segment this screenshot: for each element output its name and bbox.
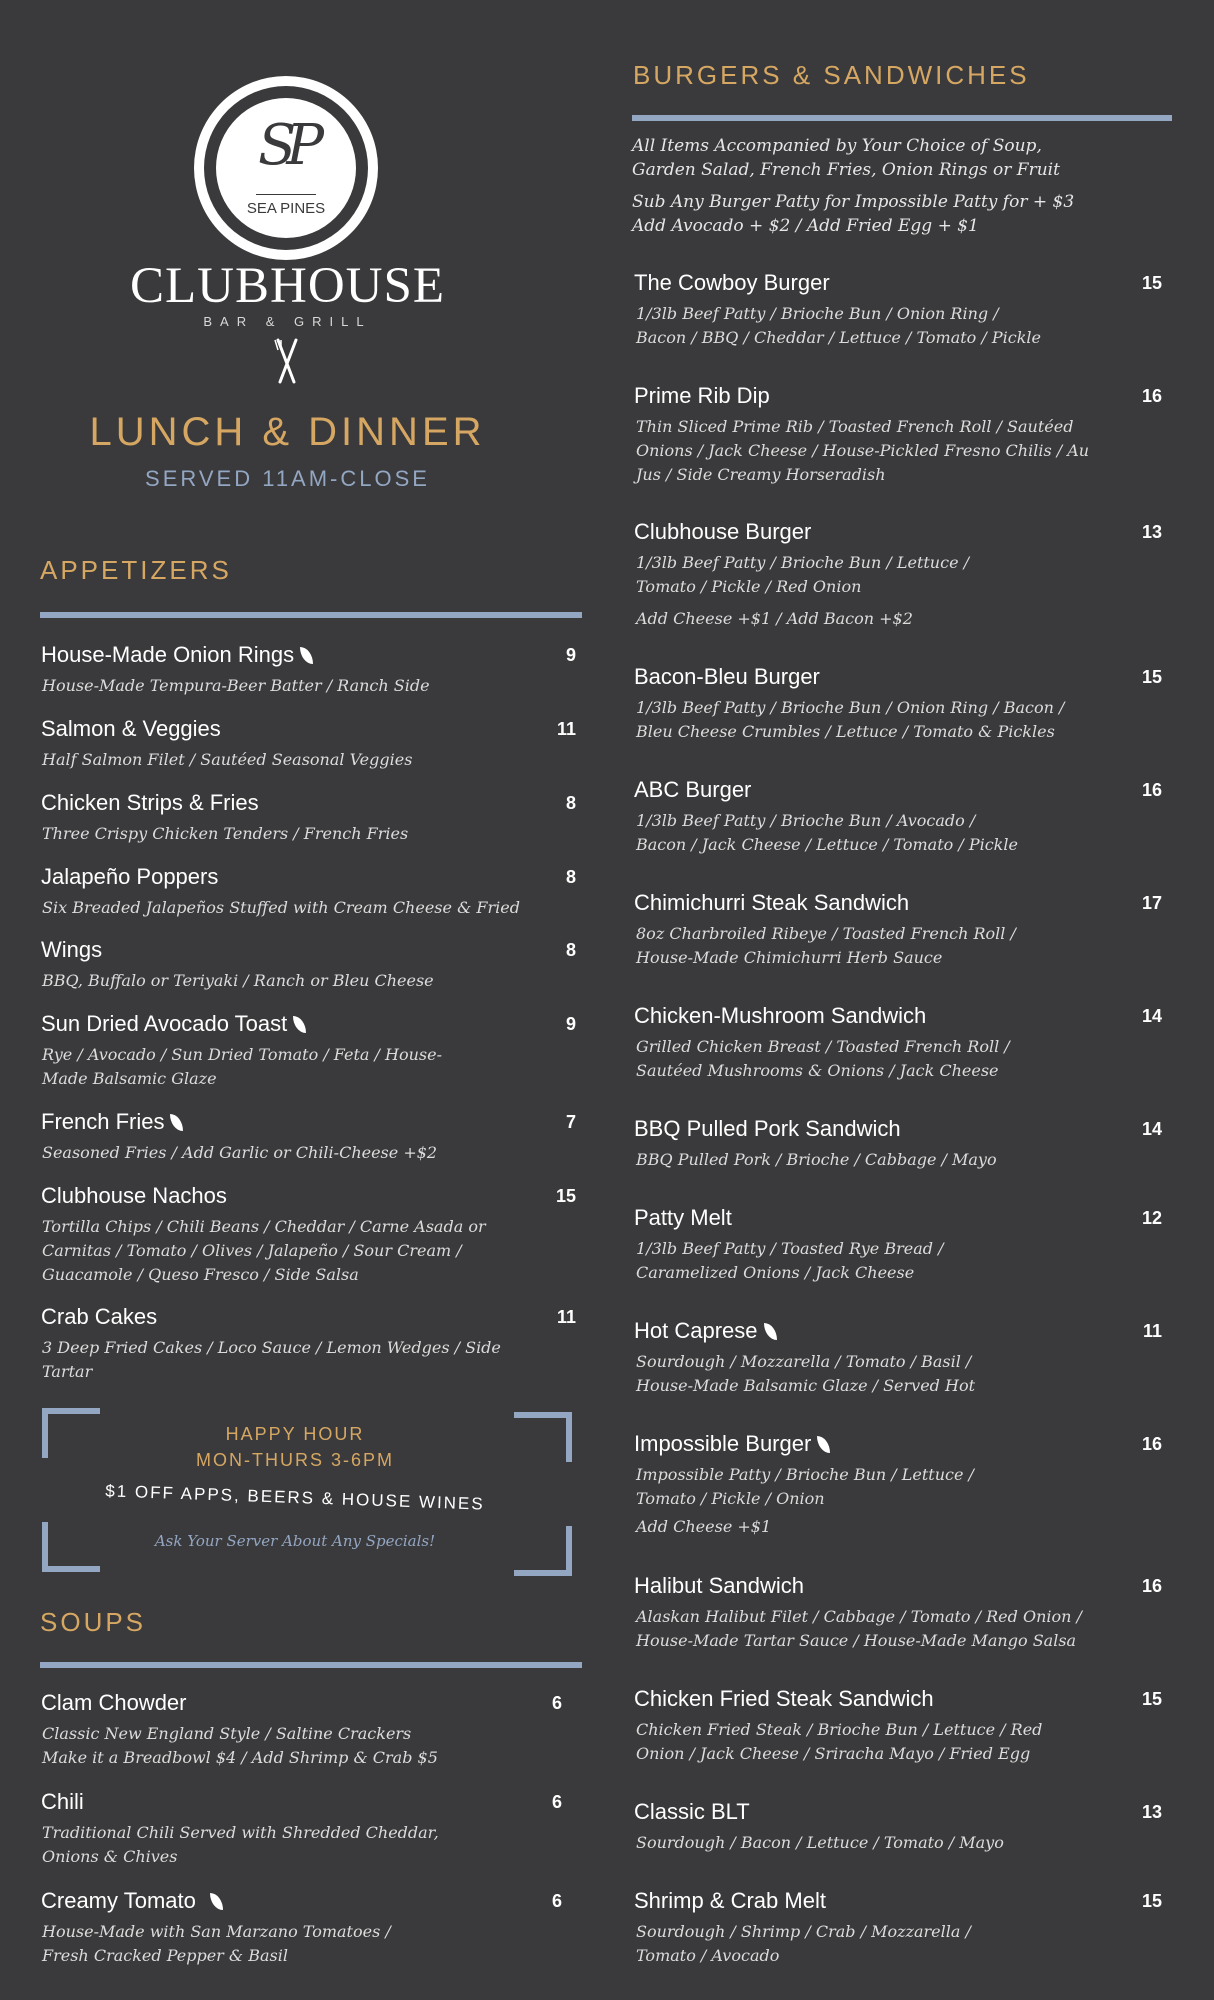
menu-item-price: 14	[1141, 1006, 1162, 1026]
menu-item-desc: Classic New England Style / Saltine Crackers Make it a Breadbowl $4 / Add Shrimp & Crab $5	[42, 1724, 438, 1767]
menu-item-name: Sun Dried Avocado Toast	[41, 1011, 306, 1037]
menu-item-desc: 1/3lb Beef Patty / Brioche Bun / Onion Ring / Bacon / Bleu Cheese Crumbles / Lettuce / Tomato & Pickles	[636, 698, 1065, 741]
happy-hour-times: MON-THURS 3-6PM	[195, 1450, 394, 1470]
menu-item-price: 9	[565, 645, 576, 665]
menu-item-desc: Three Crispy Chicken Tenders / French Fries	[42, 824, 409, 843]
menu-item-price: 16	[1141, 1434, 1162, 1454]
soups-title: SOUPS	[40, 1607, 147, 1637]
menu-item-name: Hot Caprese	[634, 1318, 777, 1344]
menu-item-price: 6	[551, 1891, 562, 1911]
menu-item-name: Chimichurri Steak Sandwich	[634, 890, 910, 915]
menu-item-desc: Thin Sliced Prime Rib / Toasted French Roll / Sautéed Onions / Jack Cheese / House-Pickled Fresno Chilis / Au Jus / Side Creamy Horseradish	[636, 417, 1090, 484]
brand-name: CLUBHOUSE	[129, 258, 446, 314]
menu-item-price: 8	[565, 867, 576, 887]
menu-item-price: 15	[1141, 1891, 1162, 1911]
menu-item-extra: Add Cheese +$1 / Add Bacon +$2	[636, 609, 913, 628]
menu-item-name: Salmon & Veggies	[41, 716, 221, 741]
menu-item-name: French Fries	[41, 1109, 183, 1135]
menu-item-desc: Sourdough / Bacon / Lettuce / Tomato / Mayo	[636, 1833, 1004, 1852]
menu-item-price: 6	[551, 1792, 562, 1812]
menu-item-desc: BBQ Pulled Pork / Brioche / Cabbage / Mayo	[636, 1150, 997, 1169]
menu-item-price: 11	[556, 719, 576, 739]
menu-item-price: 17	[1141, 893, 1162, 913]
menu-item-price: 8	[565, 940, 576, 960]
menu-item-desc: Chicken Fried Steak / Brioche Bun / Lettuce / Red Onion / Jack Cheese / Sriracha Mayo / Fried Egg	[636, 1720, 1043, 1763]
menu-item-price: 16	[1141, 386, 1162, 406]
menu-item-price: 11	[1142, 1321, 1162, 1341]
menu-item-price: 8	[565, 793, 576, 813]
menu-item-desc: Sourdough / Shrimp / Crab / Mozzarella / Tomato / Avocado	[636, 1922, 971, 1965]
menu-item-desc: Traditional Chili Served with Shredded Cheddar, Onions & Chives	[42, 1823, 439, 1866]
menu-item-name: Bacon-Bleu Burger	[634, 664, 820, 689]
menu-item-price: 12	[1141, 1208, 1162, 1228]
frame-corner	[514, 1526, 572, 1576]
menu-item-desc: Rye / Avocado / Sun Dried Tomato / Feta / House- Made Balsamic Glaze	[42, 1045, 442, 1088]
menu-item-price: 14	[1141, 1119, 1162, 1139]
menu-item-name: Chicken-Mushroom Sandwich	[634, 1003, 927, 1028]
menu-item-name: Clam Chowder	[41, 1690, 187, 1715]
happy-hour-deal: $1 OFF APPS, BEERS & HOUSE WINES	[105, 1481, 485, 1514]
menu-item-price: 15	[1141, 273, 1162, 293]
menu-item-extra: Add Cheese +$1	[636, 1517, 772, 1536]
menu-item-name: Halibut Sandwich	[634, 1573, 804, 1598]
menu-item-price: 13	[1141, 522, 1162, 542]
menu-item-price: 11	[556, 1307, 576, 1327]
menu-item-price: 16	[1141, 1576, 1162, 1596]
menu-item-name: Shrimp & Crab Melt	[634, 1888, 826, 1913]
menu-item-desc: Half Salmon Filet / Sautéed Seasonal Veggies	[42, 750, 413, 769]
menu-item-price: 6	[551, 1693, 562, 1713]
menu-item-desc: 8oz Charbroiled Ribeye / Toasted French Roll / House-Made Chimichurri Herb Sauce	[636, 924, 1016, 967]
menu-item-desc: 1/3lb Beef Patty / Brioche Bun / Lettuce / Tomato / Pickle / Red Onion	[636, 553, 970, 596]
appetizers-rule	[40, 612, 582, 618]
menu-item-desc: Grilled Chicken Breast / Toasted French Roll / Sautéed Mushrooms & Onions / Jack Cheese	[636, 1037, 1010, 1080]
menu-item-desc: 3 Deep Fried Cakes / Loco Sauce / Lemon Wedges / Side Tartar	[42, 1338, 501, 1381]
vegetarian-leaf-icon	[170, 1114, 183, 1131]
menu-item-name: Classic BLT	[634, 1799, 750, 1824]
happy-hour-title: HAPPY HOUR	[225, 1424, 365, 1444]
menu-item-name: Chili	[41, 1789, 84, 1814]
burgers-note-sides: All Items Accompanied by Your Choice of Soup, Garden Salad, French Fries, Onion Rings or Fruit	[632, 136, 1060, 180]
menu-item-name: Chicken Strips & Fries	[41, 790, 259, 815]
sea-pines-logo	[194, 76, 378, 260]
menu-item-desc: 1/3lb Beef Patty / Brioche Bun / Onion Ring / Bacon / BBQ / Cheddar / Lettuce / Tomato / Pickle	[636, 304, 1041, 347]
menu-item-price: 15	[555, 1186, 576, 1206]
vegetarian-leaf-icon	[300, 647, 313, 664]
menu-item-price: 9	[565, 1014, 576, 1034]
menu-item-desc: Sourdough / Mozzarella / Tomato / Basil / House-Made Balsamic Glaze / Served Hot	[636, 1352, 976, 1395]
logo-sub: SEA PINES	[246, 200, 326, 217]
menu-item-desc: Seasoned Fries / Add Garlic or Chili-Cheese +$2	[42, 1143, 438, 1162]
menu-item-price: 15	[1141, 667, 1162, 687]
soups-rule	[40, 1662, 582, 1668]
vegetarian-leaf-icon	[764, 1323, 777, 1340]
menu-item-desc: BBQ, Buffalo or Teriyaki / Ranch or Bleu Cheese	[42, 971, 434, 990]
burgers-rule	[632, 115, 1172, 121]
menu-item-name: Creamy Tomato	[41, 1888, 223, 1914]
menu-item-price: 15	[1141, 1689, 1162, 1709]
menu-item-name: BBQ Pulled Pork Sandwich	[634, 1116, 901, 1141]
menu-item-name: Impossible Burger	[634, 1431, 830, 1457]
menu-item-desc: House-Made with San Marzano Tomatoes / Fresh Cracked Pepper & Basil	[42, 1922, 391, 1965]
logo-monogram: SP	[257, 113, 315, 178]
brand-tagline: BAR & GRILL	[203, 314, 372, 329]
appetizers-title: APPETIZERS	[40, 555, 232, 585]
menu-item-desc: Alaskan Halibut Filet / Cabbage / Tomato / Red Onion / House-Made Tartar Sauce / House-Made Mango Salsa	[636, 1607, 1082, 1650]
menu-item-name: Prime Rib Dip	[634, 383, 770, 408]
menu-item-name: Chicken Fried Steak Sandwich	[634, 1686, 934, 1711]
menu-item-desc: House-Made Tempura-Beer Batter / Ranch Side	[42, 676, 430, 695]
menu-item-price: 7	[565, 1112, 576, 1132]
menu-item-desc: Six Breaded Jalapeños Stuffed with Cream Cheese & Fried	[42, 898, 520, 917]
menu-title: LUNCH & DINNER	[89, 410, 486, 454]
menu-item-name: The Cowboy Burger	[634, 270, 830, 295]
menu-item-desc: Impossible Patty / Brioche Bun / Lettuce / Tomato / Pickle / Onion	[636, 1465, 974, 1508]
vegetarian-leaf-icon	[817, 1436, 830, 1453]
menu-item-desc: 1/3lb Beef Patty / Brioche Bun / Avocado / Bacon / Jack Cheese / Lettuce / Tomato / Pickle	[636, 811, 1018, 854]
frame-corner	[514, 1412, 572, 1462]
menu-item-desc: Tortilla Chips / Chili Beans / Cheddar / Carne Asada or Carnitas / Tomato / Olives / Jalapeño / Sour Cream / Guacamole / Queso Fresco / Side Salsa	[42, 1217, 486, 1284]
vegetarian-leaf-icon	[210, 1893, 223, 1910]
vegetarian-leaf-icon	[293, 1016, 306, 1033]
burgers-note-addons: Sub Any Burger Patty for Impossible Patty for + $3 Add Avocado + $2 / Add Fried Egg + $1	[632, 192, 1075, 236]
burgers-title: BURGERS & SANDWICHES	[633, 60, 1030, 90]
menu-item-name: Jalapeño Poppers	[41, 864, 219, 889]
menu-item-name: Crab Cakes	[41, 1304, 158, 1329]
menu-item-desc: 1/3lb Beef Patty / Toasted Rye Bread / Caramelized Onions / Jack Cheese	[636, 1239, 944, 1282]
menu-item-price: 13	[1141, 1802, 1162, 1822]
menu-item-name: Clubhouse Burger	[634, 519, 812, 544]
menu-item-name: Patty Melt	[634, 1205, 732, 1230]
menu-item-name: House-Made Onion Rings	[41, 642, 313, 668]
menu-item-name: Clubhouse Nachos	[41, 1183, 227, 1208]
happy-hour-note: Ask Your Server About Any Specials!	[154, 1532, 436, 1550]
menu-item-name: Wings	[41, 937, 103, 962]
fork-knife-icon	[272, 336, 302, 386]
menu-item-name: ABC Burger	[634, 777, 752, 802]
menu-item-price: 16	[1141, 780, 1162, 800]
menu-subtitle: SERVED 11AM-CLOSE	[145, 466, 430, 491]
